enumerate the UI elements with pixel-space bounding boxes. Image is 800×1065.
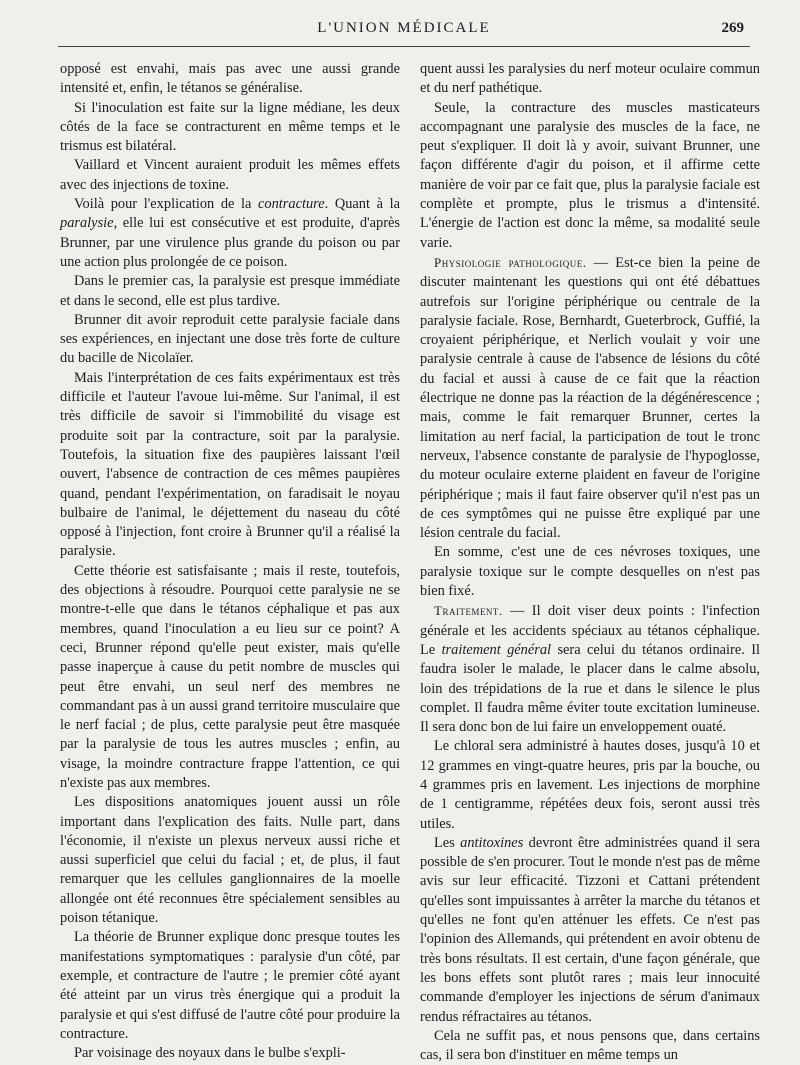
paragraph: Vaillard et Vincent auraient produit les mêmes effets avec des injections de toxine. [60,157,400,193]
text-run: devront être administrées quand il sera possible de s'en procurer. Tout le monde n'est pas de même avis sur leur efficacité. Tizzoni et Cattani prétendent qu'elles sont impuissantes à arrêter la marche du tétanos et qu'elles ne font qu'en atténuer les effets. Ce n'est pas l'opinion des Allemands, qui prétendent en avoir obtenu de très bons résultats. Il est certain, d'une façon générale, que les bons effets sont plutôt rares ; mais leur innocuité commande d'employer les injections de sérum d'animaux rendus réfractaires au tétanos. [420,834,760,1025]
emphasis: contracture [258,196,325,213]
text-run: sera celui du tétanos ordinaire. Il faudra isoler le malade, le placer dans le calme absolu, loin des trépidations de la rue et dans le silence le plus complet. Il faudra même éviter toute excitation lumineuse. Il sera donc bon de lui faire un enveloppement ouaté. [420,641,760,736]
text-run: Les [434,834,461,851]
running-head [60,20,748,42]
journal-title: L'UNION MÉDICALE [317,20,491,36]
paragraph: opposé est envahi, mais pas avec une aussi grande intensité et, enfin, le tétanos se généralise. [60,61,400,97]
text-run: — Il doit viser deux points : l'infection générale et les accidents spéciaux au tétanos céphalique. Le [420,603,760,658]
header-rule [58,46,750,47]
paragraph: Mais l'interprétation de ces faits expérimentaux est très difficile et l'auteur l'avoue lui-même. Sur l'animal, il est très difficile de savoir si l'immobilité du visage est produite soit par la contracture, soit par la paralysie. Toutefois, la situation fixe des paupières laissant l'œil ouvert, l'absence de contraction de ces mêmes paupières quand, pendant l'expérimentation, on faradisait le noyau bulbaire de l'animal, le déjettement du naseau du côté opposé à l'injection, font croire à Brunner qu'il a réalisé la paralysie. [60,369,400,560]
emphasis: paralysie [60,215,114,232]
paragraph [60,195,400,272]
paragraph: Cela ne suffit pas, et nous pensons que, dans certains cas, il sera bon d'instituer en même temps un [420,1027,760,1064]
text-run: — Est-ce bien la peine de discuter maintenant les questions qui ont été débattues autrefois sur l'origine périphérique ou centrale de la paralysie faciale. Rose, Bernhardt, Gueterbrock, Guffié, la croyaient périphérique, et Nerlich voulait y voir une paralysie centrale à cause de l'absence de lésions du côté du facial et aussi à cause de ce fait que la réaction électrique ne donne pas la réaction de la dégénérescence ; mais, comme le fait remarquer Brunner, certes la limitation au nerf facial, la participation de tout le tronc nerveux, l'absence constante de paralysie de l'hypoglosse, du moteur oculaire externe plaident en faveur de l'origine périphérique ; mais il faut faire observer qu'il n'est pas un de ces symptômes qui ne puisse être expliqué par une lésion centrale du facial. [420,254,760,542]
paragraph: Brunner dit avoir reproduit cette paralysie faciale dans ses expériences, en injectant une dose très forte de culture du bacille de Nicolaïer. [60,311,400,367]
paragraph: En somme, c'est une de ces névroses toxiques, une paralysie toxique sur le compte desquelles on n'est pas bien fixé. [420,544,760,600]
paragraph: La théorie de Brunner explique donc presque toutes les manifestations symptomatiques : paralysie d'un côté, par exemple, et contracture de l'autre ; le premier côté ayant été atteint par un virus très énergique qui a produit la paralysie et qui s'est diffusé de l'autre côté pour produire la contracture. [60,929,400,1042]
text-run: Voilà pour l'explication de la [74,196,259,213]
paragraph [420,253,760,543]
paragraph [420,834,760,1027]
text-run: . Quant à la [324,196,400,213]
text-run: , elle lui est consécutive et est produite, d'après Brunner, par une virulence plus grande du poison ou par une action plus prolongée de ce poison. [60,215,400,270]
page-number: 269 [721,20,744,36]
section-heading: Physiologie pathologique. [434,254,587,270]
paragraph: Seule, la contracture des muscles masticateurs accompagnant une paralysie des muscles de la face, ne peut s'expliquer. Il doit là y avoir, suivant Brunner, une façon différente d'agir du poison, et il affirme cette manière de voir par ce fait que, plus la paralysie faciale est complète et prompte, plus le trismus a d'intensité. L'énergie de l'action est donc la même, sa modalité seule varie. [420,99,760,251]
paragraph: Dans le premier cas, la paralysie est presque immédiate et dans le second, elle est plus tardive. [60,273,400,309]
paragraph: Le chloral sera administré à hautes doses, jusqu'à 10 et 12 grammes en vingt-quatre heures, pris par la bouche, ou 4 grammes pris en lavement. Les injections de morphine de 1 centigramme, répétées deux fois, seront aussi très utiles. [420,738,760,832]
section-heading: Traitement. [434,603,503,619]
paragraph: Par voisinage des noyaux dans le bulbe s'expli- [74,1045,346,1062]
emphasis: traitement général [441,641,552,658]
paragraph: Cette théorie est satisfaisante ; mais il reste, toutefois, des objections à résoudre. Pourquoi cette paralysie ne se montre-t-elle que dans le tétanos céphalique et pas aux membres, quand l'inoculation a eu lieu sur ce point? A ceci, Brunner répond qu'elle peut exister, mais qu'elle passe inaperçue à cause du petit nombre de muscles qui peut être envahi, un seul nerf des membres ne commandant pas à un aussi grand territoire musculaire que le nerf facial ; de plus, cette paralysie peut être masquée par la paralysie de tous les autres muscles ; enfin, au visage, la moindre contracture frappe l'attention, ce qui n'existe pas aux membres. [60,562,400,791]
emphasis: antitoxines [460,834,524,851]
paragraph: quent aussi les paralysies du nerf moteur oculaire commun et du nerf pathétique. [420,61,760,97]
right-column [420,60,760,1065]
paragraph: Les dispositions anatomiques jouent aussi un rôle important dans l'explication des faits. Nulle part, dans l'économie, il n'existe un plexus nerveux aussi riche et aussi superficiel que celui du facial ; et, de plus, il faut remarquer que les cellules ganglionnaires de la moelle allongée ont été reconnues être spécialement sensibles au poison tétanique. [60,794,400,927]
left-column [60,60,400,1063]
paragraph: Si l'inoculation est faite sur la ligne médiane, les deux côtés de la face se contracturent en même temps et le trismus est bilatéral. [60,99,400,155]
paragraph [420,601,760,737]
